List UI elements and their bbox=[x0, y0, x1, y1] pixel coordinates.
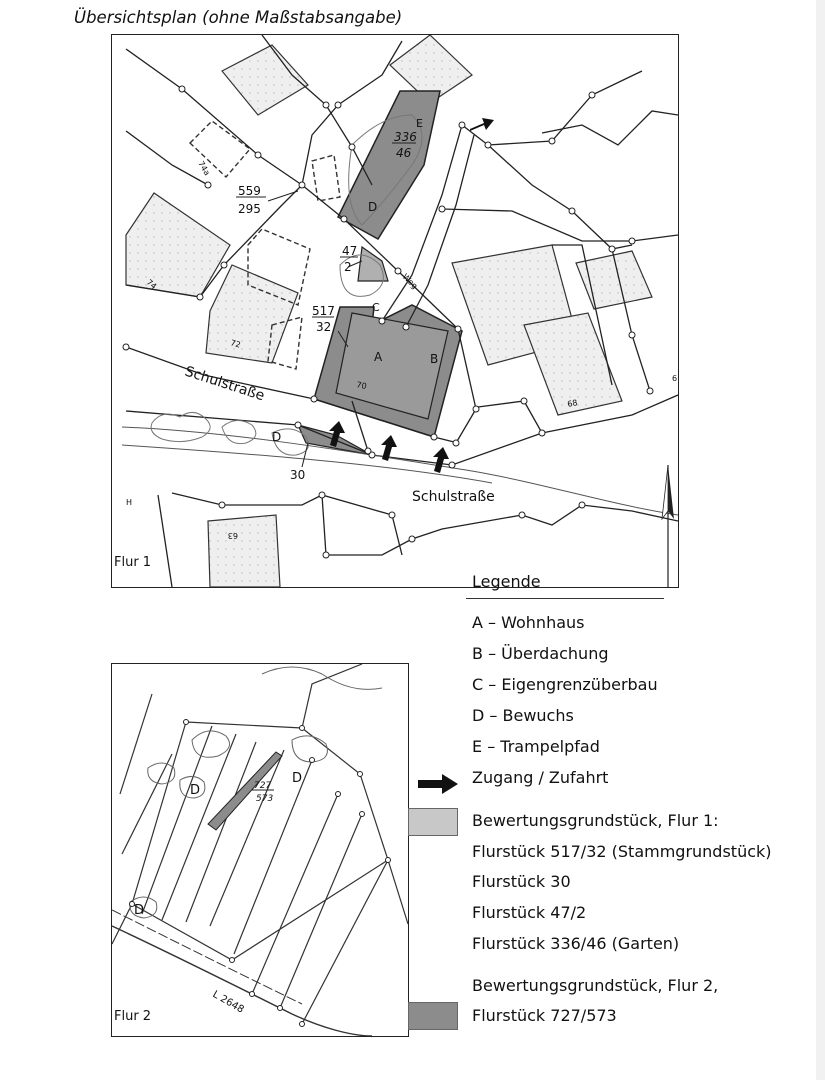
parcel-lines bbox=[112, 664, 408, 1024]
label-weg: Weg bbox=[400, 272, 420, 291]
legend-item-b: B – Überdachung bbox=[472, 644, 609, 663]
legend-item-access: Zugang / Zufahrt bbox=[472, 768, 609, 787]
street-edge bbox=[122, 427, 678, 515]
arrow-right-icon bbox=[381, 435, 397, 461]
legend-item-a: A – Wohnhaus bbox=[472, 613, 585, 632]
label-517: 517 bbox=[312, 304, 335, 318]
label-D-garden: D bbox=[368, 200, 378, 214]
map-flur-2 bbox=[111, 663, 409, 1037]
label-B: B bbox=[430, 352, 439, 366]
label-68: 68 bbox=[566, 398, 579, 409]
label-H: H bbox=[126, 498, 133, 507]
label-74a: 74a bbox=[196, 159, 212, 178]
boundary bbox=[262, 35, 372, 185]
label-D-bottom: D bbox=[134, 903, 145, 918]
label-D-right: D bbox=[292, 771, 303, 786]
building bbox=[126, 193, 230, 297]
boundary-nodes bbox=[130, 720, 391, 1027]
street-label-schulstrasse-top: Schulstraße bbox=[182, 363, 267, 405]
building bbox=[208, 515, 280, 587]
legend-flur2-heading: Bewertungsgrundstück, Flur 2, bbox=[472, 976, 719, 995]
label-336: 336 bbox=[394, 130, 417, 144]
building bbox=[222, 45, 308, 115]
legend-item-e: E – Trampelpfad bbox=[472, 737, 600, 756]
legend-flur2-parcel: Flurstück 727/573 bbox=[472, 1006, 617, 1025]
building bbox=[206, 265, 298, 363]
map-flur-1 bbox=[111, 34, 679, 588]
road-edge bbox=[112, 910, 302, 1004]
label-46: 46 bbox=[396, 146, 412, 160]
label-573: 573 bbox=[256, 794, 274, 804]
label-32: 32 bbox=[316, 320, 332, 334]
label-6: 6 bbox=[672, 374, 678, 383]
legend-flur1-heading: Bewertungsgrundstück, Flur 1: bbox=[472, 811, 719, 830]
label-559: 559 bbox=[238, 184, 261, 198]
boundary bbox=[158, 495, 172, 587]
map-flur-2-drawing bbox=[112, 664, 408, 1036]
map-corner-label: Flur 1 bbox=[114, 555, 152, 570]
boundary bbox=[478, 401, 542, 433]
label-D-left: D bbox=[190, 783, 201, 798]
page-edge bbox=[816, 0, 825, 1080]
legend-flur1-parcel: Flurstück 47/2 bbox=[472, 903, 587, 922]
label-70: 70 bbox=[355, 380, 368, 392]
boundary bbox=[442, 209, 678, 241]
boundary bbox=[172, 493, 402, 555]
boundary bbox=[462, 71, 642, 145]
label-road: L 2648 bbox=[210, 989, 246, 1016]
north-arrow-icon bbox=[662, 465, 674, 587]
boundary bbox=[542, 111, 678, 145]
parcel-727-573 bbox=[208, 752, 282, 830]
label-E: E bbox=[416, 117, 423, 130]
street-label-schulstrasse-bottom: Schulstraße bbox=[412, 489, 495, 505]
boundary bbox=[126, 131, 208, 185]
boundary bbox=[488, 145, 632, 249]
legend-item-d: D – Bewuchs bbox=[472, 706, 574, 725]
arrow-right-icon bbox=[418, 773, 460, 795]
label-D-street: D bbox=[272, 430, 282, 444]
vegetation-blob bbox=[222, 420, 256, 443]
legend-swatch-flur2 bbox=[408, 1002, 458, 1030]
legend-title: Legende bbox=[472, 572, 541, 591]
label-A: A bbox=[374, 350, 383, 364]
legend-flur1-parcel: Flurstück 517/32 (Stammgrundstück) bbox=[472, 842, 772, 861]
arrow-right-icon bbox=[433, 447, 449, 473]
boundary bbox=[322, 495, 678, 555]
map-flur-1-drawing bbox=[112, 35, 678, 587]
label-2: 2 bbox=[344, 260, 352, 274]
arrow-right-icon bbox=[470, 118, 494, 131]
legend-flur1-parcel: Flurstück 336/46 (Garten) bbox=[472, 934, 680, 953]
page-title: Übersichtsplan (ohne Maßstabsangabe) bbox=[74, 8, 403, 27]
map-corner-label: Flur 2 bbox=[114, 1009, 152, 1024]
label-63: 63 bbox=[227, 531, 238, 540]
label-72: 72 bbox=[229, 338, 242, 350]
label-295: 295 bbox=[238, 202, 261, 216]
legend-item-c: C – Eigengrenzüberbau bbox=[472, 675, 658, 694]
legend-swatch-flur1 bbox=[408, 808, 458, 836]
label-30: 30 bbox=[290, 468, 306, 482]
parcel-336-46 bbox=[338, 91, 440, 239]
dashed-building bbox=[312, 155, 340, 201]
label-727: 727 bbox=[254, 781, 272, 791]
legend-flur1-parcel: Flurstück 30 bbox=[472, 872, 571, 891]
label-C: C bbox=[372, 301, 380, 314]
label-74: 74 bbox=[144, 277, 159, 292]
vegetation bbox=[130, 667, 382, 918]
label-47: 47 bbox=[342, 244, 358, 258]
legend-divider bbox=[466, 598, 664, 599]
